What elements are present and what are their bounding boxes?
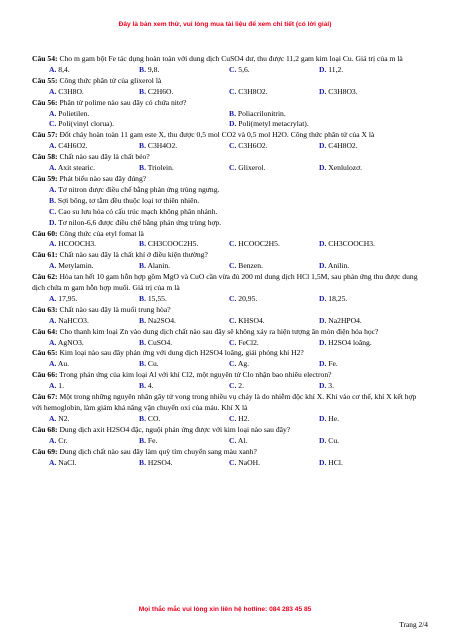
question-number: Câu 68:: [32, 424, 58, 434]
option-letter: B.: [139, 239, 146, 249]
option-letter: C.: [229, 293, 237, 303]
option-c: [229, 338, 319, 349]
option-text: CO.: [147, 413, 161, 423]
option-text: Tơ nitron được điều chế bằng phản ứng trùng ngưng.: [58, 184, 220, 194]
option-text: 20,95.: [238, 293, 258, 303]
option-c: [229, 381, 319, 392]
answer-options: [32, 109, 422, 120]
option-text: 17,95.: [58, 293, 78, 303]
question-stem: Hòa tan hết 10 gam hỗn hợp gồm MgO và CuO cần vừa đủ 200 ml dung dịch HCl 1,5M, sau phản ứng thu được dung dịch chứa m gam hỗn hợp muối. Giá trị của m là: [32, 272, 418, 293]
option-d: [319, 239, 409, 250]
option-a: [49, 261, 139, 272]
question-stem: Trong phản ứng của kim loại Al với khí Cl2, một nguyên tử Clo nhận bao nhiêu electron?: [59, 370, 332, 380]
question-text: [32, 392, 422, 414]
option-b: [139, 316, 229, 327]
option-text: NaCl.: [58, 457, 77, 467]
option-c: [229, 316, 319, 327]
option-text: Polietilen.: [58, 108, 90, 118]
question-number: Câu 64:: [32, 326, 58, 336]
option-b: [139, 359, 229, 370]
option-text: HCOOCH3.: [58, 239, 97, 249]
option-letter: D.: [319, 141, 327, 151]
option-text: 3.: [328, 381, 334, 391]
option-text: 4.: [147, 381, 154, 391]
question-number: Câu 58:: [32, 152, 58, 162]
option-letter: B.: [139, 64, 146, 74]
option-text: Al.: [237, 435, 248, 445]
option-text: Benzen.: [238, 261, 263, 271]
option-d: [32, 218, 422, 229]
option-text: FeCl2.: [238, 337, 259, 347]
option-letter: C.: [49, 119, 57, 129]
option-text: C3H8O.: [58, 86, 84, 96]
option-a: [49, 338, 139, 349]
option-text: Triolein.: [147, 163, 174, 173]
option-d: [319, 436, 409, 447]
option-d: [319, 163, 409, 174]
option-a: [32, 185, 422, 196]
option-letter: C.: [229, 239, 237, 249]
option-letter: A.: [49, 337, 57, 347]
option-text: Tơ nilon-6,6 được điều chế bằng phản ứng trùng hợp.: [58, 217, 222, 227]
option-c: [229, 414, 319, 425]
option-c: [229, 294, 319, 305]
answer-options: [32, 239, 422, 250]
option-text: 5,6.: [238, 64, 250, 74]
option-text: Au.: [57, 359, 70, 369]
question-number: Câu 54:: [32, 54, 58, 63]
option-letter: A.: [49, 141, 57, 151]
option-b: [139, 239, 229, 250]
option-letter: B.: [139, 413, 146, 423]
option-letter: B.: [139, 457, 146, 467]
option-d: [319, 65, 409, 76]
answer-options: [32, 458, 422, 469]
option-text: CH3COOC2H5.: [147, 239, 199, 249]
page-number: Trang 2/4: [399, 620, 428, 629]
option-text: C3H6O2.: [238, 141, 268, 151]
option-text: C2H6O.: [147, 86, 174, 96]
option-text: Ag.: [237, 359, 250, 369]
option-letter: B.: [139, 315, 146, 325]
option-text: 18,25.: [328, 293, 348, 303]
option-letter: B.: [139, 163, 146, 173]
option-letter: B.: [139, 293, 146, 303]
option-a: [49, 436, 139, 447]
question-text: [32, 425, 422, 436]
answer-options: [32, 141, 422, 152]
option-text: NaHCO3.: [58, 315, 89, 325]
question-text: [32, 174, 422, 185]
option-text: CuSO4.: [147, 337, 173, 347]
option-c: [229, 458, 319, 469]
option-letter: A.: [49, 435, 57, 445]
question-list: [32, 54, 422, 468]
question-number: Câu 63:: [32, 304, 58, 314]
option-c: [229, 239, 319, 250]
option-letter: D.: [319, 359, 327, 369]
option-letter: D.: [319, 457, 327, 467]
question-text: [32, 54, 422, 65]
option-c: [49, 119, 229, 130]
option-c: [229, 87, 319, 98]
question-text: [32, 229, 422, 240]
option-letter: A.: [49, 359, 57, 369]
option-c: [229, 436, 319, 447]
option-text: Sợi bông, tơ tằm đều thuộc loại tơ thiên nhiên.: [57, 195, 200, 205]
option-text: Poliacrilonitrin.: [237, 108, 286, 118]
option-b: [139, 414, 229, 425]
preview-notice: Đây là bản xem thử, vui lòng mua tài liệu để xem chi tiết (có lời giải): [118, 21, 332, 28]
option-letter: C.: [229, 141, 237, 151]
option-letter: D.: [49, 217, 57, 227]
question-stem: Chất nào sau đây là chất béo?: [59, 152, 150, 162]
option-text: Na2HPO4.: [328, 315, 362, 325]
option-text: He.: [328, 413, 340, 423]
option-a: [49, 109, 229, 120]
option-text: H2.: [238, 413, 250, 423]
option-a: [49, 414, 139, 425]
question-text: [32, 272, 422, 294]
option-letter: A.: [49, 86, 57, 96]
option-text: C4H6O2.: [58, 141, 88, 151]
option-text: Anilin.: [327, 261, 350, 271]
option-letter: C.: [229, 64, 237, 74]
option-text: 15,55.: [147, 293, 167, 303]
answer-options: [32, 294, 422, 305]
option-text: Poli(vinyl clorua).: [58, 119, 114, 129]
option-letter: B.: [49, 195, 56, 205]
question-number: Câu 66:: [32, 370, 58, 380]
option-letter: C.: [229, 261, 237, 271]
option-b: [139, 436, 229, 447]
option-d: [319, 261, 409, 272]
option-text: H2SO4 loãng.: [328, 337, 372, 347]
option-b: [32, 196, 422, 207]
option-c: [229, 359, 319, 370]
option-letter: B.: [139, 435, 146, 445]
option-letter: D.: [319, 86, 327, 96]
option-text: 11,2.: [328, 64, 344, 74]
option-text: Cao su lưu hóa có cấu trúc mạch không phân nhánh.: [58, 206, 218, 216]
answer-options: [32, 65, 422, 76]
option-letter: D.: [319, 381, 327, 391]
option-letter: C.: [229, 413, 237, 423]
answer-options: [32, 261, 422, 272]
option-letter: D.: [319, 261, 327, 271]
option-d: [319, 414, 409, 425]
option-d: [319, 338, 409, 349]
option-b: [139, 163, 229, 174]
question-text: [32, 305, 422, 316]
question-stem: Công thức của etyl fomat là: [59, 228, 144, 238]
question-stem: Dung dịch axit H2SO4 đặc, nguội phản ứng được với kim loại nào sau đây?: [59, 424, 291, 434]
option-d: [319, 458, 409, 469]
option-letter: C.: [229, 315, 237, 325]
option-text: Glixerol.: [238, 163, 266, 173]
option-letter: C.: [229, 359, 237, 369]
option-b: [139, 338, 229, 349]
option-letter: C.: [229, 457, 237, 467]
question-text: [32, 250, 422, 261]
option-text: C4H8O2.: [328, 141, 358, 151]
option-d: [319, 141, 409, 152]
question-text: [32, 152, 422, 163]
question-stem: Cho thanh kim loại Zn vào dung dịch chất nào sau đây sẽ không xảy ra hiện tượng ăn mòn điện hóa học?: [59, 326, 379, 336]
option-c: [229, 65, 319, 76]
option-d: [319, 316, 409, 327]
question-stem: Phát biểu nào sau đây đúng?: [59, 173, 147, 183]
option-text: Poli(metyl metacrylat).: [238, 119, 309, 129]
option-b: [139, 458, 229, 469]
option-a: [49, 87, 139, 98]
option-text: Cu.: [328, 435, 340, 445]
option-letter: C.: [49, 206, 57, 216]
option-text: 1.: [58, 381, 64, 391]
option-letter: A.: [49, 261, 57, 271]
option-letter: B.: [139, 261, 146, 271]
option-b: [139, 65, 229, 76]
option-text: C3H4O2.: [147, 141, 178, 151]
option-a: [49, 239, 139, 250]
option-c: [229, 163, 319, 174]
question-number: Câu 69:: [32, 446, 58, 456]
option-letter: C.: [229, 86, 237, 96]
answer-options: [32, 338, 422, 349]
question-number: Câu 61:: [32, 250, 58, 260]
option-letter: A.: [49, 381, 57, 391]
option-c: [229, 261, 319, 272]
answer-options: [32, 414, 422, 425]
option-text: 9,8.: [147, 64, 160, 74]
question-number: Câu 57:: [32, 130, 58, 140]
question-text: [32, 130, 422, 141]
option-a: [49, 65, 139, 76]
option-letter: A.: [49, 413, 57, 423]
option-text: CH3COOCH3.: [328, 239, 375, 249]
question-stem: Phân tử polime nào sau đây có chứa nitơ?: [59, 97, 187, 107]
option-a: [49, 141, 139, 152]
option-letter: A.: [49, 163, 57, 173]
question-number: Câu 67:: [32, 392, 58, 402]
option-letter: D.: [319, 337, 327, 347]
option-text: Axit stearic.: [57, 163, 95, 173]
option-a: [49, 359, 139, 370]
option-text: Xenlulozơ.: [328, 163, 363, 173]
hotline-notice: Mọi thắc mắc vui lòng xin liên hệ hotline: 084 283 45 85: [138, 606, 312, 613]
question-stem: Một trong những nguyên nhân gây tử vong trong nhiều vụ cháy là do nhiễm độc khí X. Khi vào cơ thể, khí X kết hợp với hemoglobin, làm giảm khả năng vận chuyển oxi của máu. Khí X là: [32, 392, 417, 412]
option-d: [319, 381, 409, 392]
option-letter: A.: [49, 64, 57, 74]
option-text: C3H8O3.: [328, 86, 358, 96]
option-d: [319, 294, 409, 305]
option-text: HCOOC2H5.: [238, 239, 280, 249]
option-text: H2SO4.: [147, 457, 173, 467]
option-text: Fe.: [328, 359, 338, 369]
option-letter: C.: [229, 381, 237, 391]
option-b: [229, 109, 409, 120]
option-text: NaOH.: [238, 457, 261, 467]
option-text: C3H8O2.: [238, 86, 268, 96]
option-letter: B.: [139, 141, 146, 151]
option-letter: C.: [229, 163, 237, 173]
option-text: KHSO4.: [238, 315, 265, 325]
answer-options: [32, 119, 422, 130]
question-stem: Dung dịch chất nào sau đây làm quỳ tím chuyển sang màu xanh?: [59, 446, 257, 456]
answer-options: [32, 87, 422, 98]
answer-options: [32, 359, 422, 370]
option-a: [49, 458, 139, 469]
option-letter: D.: [319, 64, 327, 74]
option-text: Cu.: [147, 359, 159, 369]
question-number: Câu 62:: [32, 272, 58, 282]
option-text: HCl.: [328, 457, 343, 467]
option-text: Metylamin.: [58, 261, 94, 271]
option-letter: D.: [319, 413, 327, 423]
option-a: [49, 294, 139, 305]
option-letter: A.: [49, 239, 57, 249]
option-text: Cr.: [58, 435, 68, 445]
option-letter: B.: [139, 381, 146, 391]
question-number: Câu 59:: [32, 173, 58, 183]
question-number: Câu 65:: [32, 348, 58, 358]
option-d: [319, 87, 409, 98]
option-c: [229, 141, 319, 152]
option-letter: D.: [319, 293, 327, 303]
question-text: [32, 370, 422, 381]
option-text: N2.: [58, 413, 70, 423]
option-d: [319, 359, 409, 370]
option-letter: A.: [49, 108, 57, 118]
option-text: Alanin.: [147, 261, 171, 271]
question-text: [32, 76, 422, 87]
question-text: [32, 447, 422, 458]
option-c: [32, 207, 422, 218]
question-text: [32, 348, 422, 359]
question-number: Câu 56:: [32, 97, 58, 107]
option-letter: B.: [139, 337, 146, 347]
question-stem: Chất nào sau đây là muối trung hòa?: [59, 304, 171, 314]
question-stem: Cho m gam bột Fe tác dụng hoàn toàn với dung dịch CuSO4 dư, thu được 11,2 gam kim loại Cu. Giá trị của m là: [59, 54, 403, 63]
option-letter: A.: [49, 315, 57, 325]
answer-options: [32, 163, 422, 174]
question-text: [32, 327, 422, 338]
option-text: Fe.: [147, 435, 158, 445]
option-letter: D.: [319, 163, 327, 173]
option-letter: B.: [139, 86, 146, 96]
option-letter: C.: [229, 337, 237, 347]
option-a: [49, 163, 139, 174]
question-text: [32, 98, 422, 109]
option-a: [49, 381, 139, 392]
option-letter: D.: [319, 315, 327, 325]
option-letter: D.: [319, 239, 327, 249]
option-b: [139, 294, 229, 305]
question-number: Câu 60:: [32, 228, 58, 238]
option-b: [139, 87, 229, 98]
question-stem: Kim loại nào sau đây phản ứng với dung dịch H2SO4 loãng, giải phóng khí H2?: [59, 348, 304, 358]
option-letter: A.: [49, 184, 57, 194]
option-letter: D.: [319, 435, 327, 445]
question-number: Câu 55:: [32, 75, 58, 85]
option-letter: A.: [49, 457, 57, 467]
option-text: 2.: [238, 381, 244, 391]
question-stem: Công thức phân tử của glixerol là: [59, 75, 162, 85]
option-letter: C.: [229, 435, 237, 445]
option-text: 8,4.: [58, 64, 70, 74]
question-stem: Đốt cháy hoàn toàn 11 gam este X, thu được 0,5 mol CO2 và 0,5 mol H2O. Công thức phân tử của X là: [59, 130, 375, 140]
question-stem: Chất nào sau đây là chất khí ở điều kiện thường?: [59, 250, 208, 260]
option-text: AgNO3.: [57, 337, 84, 347]
option-letter: B.: [229, 108, 236, 118]
option-text: Na2SO4.: [147, 315, 176, 325]
option-letter: D.: [229, 119, 237, 129]
option-b: [139, 381, 229, 392]
option-letter: B.: [139, 359, 146, 369]
option-letter: A.: [49, 293, 57, 303]
answer-options: [32, 316, 422, 327]
answer-options: [32, 381, 422, 392]
option-d: [229, 119, 409, 130]
option-a: [49, 316, 139, 327]
option-b: [139, 261, 229, 272]
option-b: [139, 141, 229, 152]
answer-options: [32, 436, 422, 447]
